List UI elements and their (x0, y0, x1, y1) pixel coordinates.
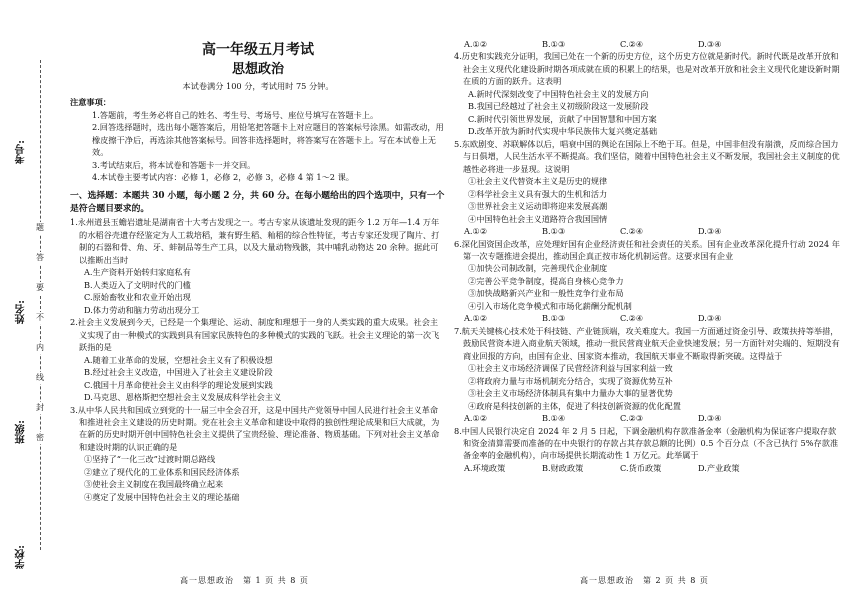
option: C.货币政策 (620, 462, 662, 473)
option: D.产业政策 (698, 462, 740, 473)
question-stem: 6.深化国资国企改革，应处理好国有企业经济责任和社会责任的关系。国有企业改革深化提升行动 2024 年第一次专题推进会提出，推动国企真正按市场化机制运营。这要求国有企业 (454, 238, 840, 261)
choice: ④政府是科技创新的主体，促进了科技创新资源的优化配置 (468, 400, 681, 411)
choice: ②完善公平竞争制度，提高自身核心竞争力 (468, 275, 624, 286)
question-3 (70, 404, 446, 504)
choice: A.生产资料开始转归家庭私有 (84, 267, 191, 278)
option: D.③④ (698, 413, 722, 424)
question-stem: 3.从中华人民共和国成立到党的十一届三中全会召开，这是中国共产党领导中国人民进行社会主义革命和推进社会主义建设的历史时期。党在社会主义革命和建设中取得的独创性理论成果和巨大成就，为在新的历史时期开创中国特色社会主义提供了宝贵经验、理论准备、物质基础。下列对社会主义革命和建设时期的认识正确的是 (70, 404, 440, 452)
choice: ③社会主义市场经济体制具有集中力量办大事的显著优势 (468, 388, 673, 399)
note-item: 1.答题前，考生务必将自己的姓名、考生号、考场号、座位号填写在答题卡上。 (92, 109, 379, 120)
question-1 (70, 216, 446, 316)
choice: ①加快公司制改制，完善现代企业制度 (468, 263, 608, 274)
choice: ②将政府力量与市场机制充分结合，实现了资源优势互补 (468, 375, 673, 386)
choice: ④奠定了发展中国特色社会主义的理论基础 (84, 491, 240, 502)
question-2 (70, 316, 446, 403)
choice: D.体力劳动和脑力劳动出现分工 (84, 304, 200, 315)
option: B.①④ (542, 413, 566, 424)
question-stem: 7.航天关键核心技术处于科技链、产业链顶端，攻关难度大。我国一方面通过资金引导、政策扶持等举措，鼓励民营资本进入商业航天领域，推动一批民营商业航天企业快速发展；另一方面针对尖端的、短期没有商业回报的方向，由国有企业、国家资本推动，我国航天事业不断取得新突破。这得益于 (454, 325, 840, 361)
choice: ①社会主义市场经济调保了民营经济利益与国家利益一致 (468, 363, 673, 374)
school-label: 学校: (16, 545, 27, 569)
choice: D.马克思、恩格斯把空想社会主义发展成科学社会主义 (84, 392, 282, 403)
choice: B.人类迈入了文明时代的门槛 (84, 279, 191, 290)
choice: ③使社会主义制度在我国最终确立起来 (84, 479, 224, 490)
seal-line (40, 60, 41, 550)
question-stem: 2.社会主义发展到今天，已经是一个集理论、运动、制度和理想于一身的人类实践的重大成果。社会主义实现了由一种模式的实践到具有国家民族特色的多种模式的实践的飞跃。社会主义理论的第一次飞跃指的是 (70, 317, 440, 353)
answer-options (454, 462, 844, 474)
option: A.①② (464, 39, 488, 49)
question-stem: 5.东欧剧变、苏联解体以后，唱衰中国的舆论在国际上不绝于耳。但是，中国非但没有崩溃，反而综合国力与日俱增，人民生活水平不断提高。我们坚信，随着中国特色社会主义不断发展，我国社会主义制度的优越性必将进一步显现。这说明 (454, 138, 840, 174)
answer-options (454, 225, 844, 237)
option: B.①③ (542, 39, 566, 49)
notes-heading: 注意事项： (70, 97, 111, 108)
option: D.③④ (698, 313, 722, 324)
note-item: 2.回答选择题时，选出每小题答案后，用铅笔把答题卡上对应题目的答案标号涂黑。如需改动，用橡皮擦干净后，再选涂其他答案标号。回答非选择题时，将答案写在答题卡上。写在本试卷上无效。 (92, 122, 444, 158)
choice: B.我国已经越过了社会主义初级阶段这一发展阶段 (468, 101, 649, 112)
answer-options (454, 412, 844, 424)
choice: C.俄国十月革命使社会主义由科学的理论发展到实践 (84, 379, 273, 390)
choice: A.新时代深刻改变了中国特色社会主义的发展方向 (468, 88, 649, 99)
option: D.③④ (698, 226, 722, 237)
option: B.①③ (542, 313, 566, 324)
choice: B.经过社会主义改造，中国进入了社会主义建设阶段 (84, 367, 273, 378)
option: C.②③ (620, 413, 644, 424)
question-8 (454, 425, 844, 475)
binding-margin (0, 0, 62, 608)
answer-options (454, 312, 844, 324)
note-item: 3.考试结束后，将本试卷和答题卡一并交回。 (92, 159, 256, 170)
seal-char: 内 (33, 342, 47, 354)
choice: ①社会主义代替资本主义是历史的规律 (468, 176, 608, 187)
option: A.①② (464, 313, 488, 324)
exam-title: 高一年级五月考试 (202, 42, 314, 58)
choice: ④中国特色社会主义道路符合我国国情 (468, 213, 608, 224)
question-stem: 4.历史和实践充分证明，我国已处在一个新的历史方位，这个历史方位就是新时代。新时代既是改革开放和社会主义现代化建设新时期各项成就在质的积累上的结果，也是对改革开放和社会主义现代化建设新时期在质的方面的跃升。这表明 (454, 51, 840, 87)
q3-options (454, 38, 844, 50)
option: B.①③ (542, 226, 566, 237)
seal-char: 题 (33, 222, 47, 234)
subject-title: 思想政治 (231, 62, 284, 77)
seal-char: 线 (33, 372, 47, 384)
class-label: 班级: (16, 420, 27, 444)
seal-char: 要 (33, 282, 47, 294)
choice: ①坚持了“一化三改”过渡时期总路线 (84, 454, 216, 465)
choice: C.原始畜牧业和农业开始出现 (84, 292, 191, 303)
exam-info: 本试卷满分 100 分，考试用时 75 分钟。 (182, 81, 334, 91)
option: B.财政政策 (542, 462, 584, 473)
question-stem: 8.中国人民银行决定自 2024 年 2 月 5 日起，下调金融机构存款准备金率（金融机构为保证客户提取存款和资金清算需要而准备的在中央银行的存款占其存款总额的比例）0.5 个百分点（不含已执行 5%存款准备金率的金融机构），向市场提供长期流动性 1 万亿元。此举属于 (454, 425, 839, 461)
page-footer: 高一思想政治 第 2 页 共 8 页 (580, 576, 709, 585)
name-label: 姓名: (16, 300, 27, 324)
option: C.②④ (620, 226, 644, 237)
option: D.③④ (698, 39, 722, 49)
page-footer: 高一思想政治 第 1 页 共 8 页 (180, 576, 309, 585)
question-6 (454, 238, 844, 325)
option: C.②④ (620, 39, 644, 49)
seal-char: 封 (33, 402, 47, 414)
question-7 (454, 325, 844, 425)
question-4 (454, 50, 844, 137)
seal-char: 答 (33, 252, 47, 264)
choice: ③世界社会主义运动即将迎来发展高潮 (468, 201, 608, 212)
choice: ③加快战略新兴产业和一般性竞争行业布局 (468, 288, 624, 299)
seal-char: 密 (33, 432, 47, 444)
option: A.①② (464, 226, 488, 237)
option: A.①② (464, 413, 488, 424)
page-1 (70, 0, 446, 585)
choice: ②建立了现代化的工业体系和国民经济体系 (84, 466, 240, 477)
option: A.环境政策 (464, 462, 506, 473)
choice: D.改革开放为新时代实现中华民族伟大复兴奠定基础 (468, 126, 658, 137)
exam-number-label: 考号: (16, 140, 27, 164)
question-5 (454, 138, 844, 238)
choice: C.新时代引领世界发展，贡献了中国智慧和中国方案 (468, 113, 657, 124)
choice: ②科学社会主义具有强大的生机和活力 (468, 188, 608, 199)
option: C.②④ (620, 313, 644, 324)
page-2 (454, 38, 844, 474)
choice: A.随着工业革命的发展，空想社会主义有了积极设想 (84, 354, 273, 365)
choice: ④引入市场化竞争模式和市场化薪酬分配机制 (468, 300, 632, 311)
question-stem: 1.永州道县玉蟾岩遗址是湖南省十大考古发现之一。考古专家从该遗址发现的距今 1.2 万年—1.4 万年的水稻谷壳遗存经鉴定为人工栽培稻，兼有野生稻、籼稻的综合性特征，考古专家还发现了陶片、打制的石器和骨、角、牙、蚌制品等生产工具，以及大量动物残骸，其中哺乳动物达 20 余种。据此可以推断出当时 (70, 217, 440, 265)
note-item: 4.本试卷主要考试内容：必修 1，必修 2，必修 3，必修 4 第 1～2 课。 (92, 172, 354, 183)
seal-char: 不 (33, 312, 47, 324)
section-heading: 一、选择题：本题共 30 小题，每小题 2 分，共 60 分。在每小题给出的四个选项中，只有一个是符合题目要求的。 (70, 190, 445, 215)
